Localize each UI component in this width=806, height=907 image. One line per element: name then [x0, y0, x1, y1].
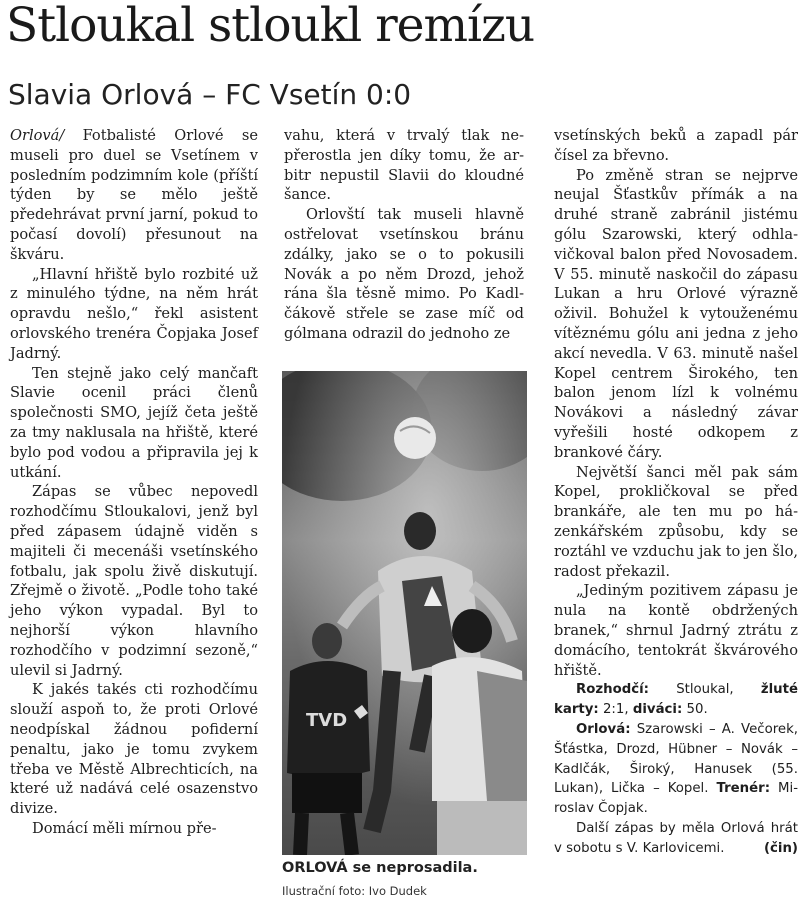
coach-label: Trenér:	[716, 781, 771, 797]
match-photo	[282, 371, 527, 855]
referee-label: Rozhodčí:	[576, 682, 649, 698]
headline: Stloukal stloukl remízu	[6, 0, 535, 53]
paragraph-text: „Jediným pozitivem zápasu je nula na kontě obdržených branek,“ shrnul Jadrný ztrátu z domácího, tentokrát škvárového hřiště.	[554, 582, 798, 679]
article-column-3	[554, 126, 798, 858]
paragraph-text: „Hlavní hřiště bylo rozbité už z minulého týdne, na něm hrát opravdu nešlo,“ řekl asistent orlovského trenéra Čopjaka Josef Jadrný.	[10, 265, 258, 362]
paragraph	[10, 265, 258, 364]
next-match-text: Další zápas by měla Orlová hrát v sobotu s V. Karlovicemi.	[554, 820, 798, 856]
team-label: Orlová:	[576, 721, 631, 737]
paragraph	[554, 126, 798, 166]
lineup	[554, 720, 798, 819]
football	[394, 417, 436, 459]
referee-value: Stloukal,	[676, 682, 734, 698]
match-info	[554, 680, 798, 720]
paragraph	[554, 463, 798, 582]
paragraph-text: Domácí měli mírnou pře-	[32, 819, 217, 837]
paragraph	[10, 680, 258, 819]
spectators-label: diváci:	[632, 702, 683, 718]
author-signature: (čin)	[763, 840, 798, 856]
coach-name: Miroslav Čopjak.	[554, 781, 798, 817]
paragraph-text: Po změně stran se nejprve neujal Šťastkův přímák a na druhé straně zabránil jistému gólu Szarowski, který odhlavičkoval balon před Novosadem. V 55. minutě naskočil do zápasu Lukan a hru Orlové výrazně oživil. Bohužel k vytouženému vítěznému gólu ani jedna z jeho akcí nevedla. V 63. minutě našel Kopel centrem Širokého, ten balon jenom lízl k volnému Novákovi a následný závar vyřešili hosté odkopem z brankové čáry.	[554, 166, 798, 461]
paragraph	[554, 581, 798, 680]
photo-illustration	[282, 371, 527, 855]
paragraph	[10, 126, 258, 265]
paragraph-text: Fotbalisté Orlové se museli pro duel se Vsetínem v posledním podzimním kole (příští týden by se mělo ještě předehrávat první jarní, pokud to počasí dovolí) přesunout na škváru.	[10, 127, 258, 263]
paragraph	[10, 482, 258, 680]
paragraph	[554, 166, 798, 463]
paragraph-text: K jakés takés cti rozhodčímu slouží aspoň to, že proti Orlové neodpískal žádnou pofiderní penaltu, jako je tomu zvykem třeba ve Městě Albrechticích, na které už nadává celé osazenstvo divize.	[10, 681, 258, 818]
photo-caption: ORLOVÁ se neprosadila.	[282, 860, 478, 876]
paragraph-text: Ten stejně jako celý mančaft Slavie ocenil práci členů společnosti SMO, jejíž četa ještě za tmy naklusala na hřiště, které bylo pod vodou a připravila jej k utkání.	[10, 364, 258, 481]
paragraph-text: Orlovští tak museli hlavně ostřelovat vsetínskou bránu zdálky, jako se o to pokusili Novák a po něm Drozd, jehož rána šla těsně mimo. Po Kadlčákově střele se zase míč od gólmana odrazil do jednoho ze	[284, 206, 524, 342]
yellow-cards-value: 2:1,	[602, 702, 629, 718]
paragraph	[10, 364, 258, 483]
team-lineup: Szarowski – A. Večorek, Šťástka, Drozd, Hübner – Novák – Kadlčák, Široký, Hanusek (55. Lukan), Lička – Kopel.	[554, 721, 799, 797]
article-column-1	[10, 126, 258, 839]
paragraph	[284, 126, 524, 205]
spectators-value: 50.	[686, 702, 708, 718]
paragraph-text: Největší šanci měl pak sám Kopel, prokličkoval se před brankáře, ale ten mu po házenkářském způsobu, kdy se roztáhl ve vzduchu jak to jen šlo, radost překazil.	[554, 463, 798, 580]
jersey-text: TVD	[306, 710, 348, 731]
next-match	[554, 819, 798, 859]
yellow-cards-label: žluté karty:	[554, 682, 798, 718]
subheadline: Slavia Orlová – FC Vsetín 0:0	[8, 78, 412, 111]
paragraph-text: vahu, která v trvalý tlak nepřerostla jen díky tomu, že arbitr nepustil Slavii do kloudné šance.	[284, 127, 524, 204]
paragraph-text: vsetínských beků a zapadl pár čísel za břevno.	[554, 127, 798, 164]
paragraph	[10, 819, 258, 839]
paragraph	[284, 205, 524, 344]
photo-credit: Ilustrační foto: Ivo Dudek	[282, 884, 427, 898]
dateline: Orlová/	[10, 127, 65, 144]
paragraph-text: Zápas se vůbec nepovedl rozhodčímu Stloukalovi, jenž byl před zápasem údajně viděn s majiteli či mecenáši vsetínského fotbalu, jak spolu živě diskutují. Zřejmě o životě. „Podle toho také jeho výkon vypadal. Byl to nejhorší výkon hlavního rozhodčího v podzimní sezoně,“ ulevil si Jadrný.	[10, 483, 258, 679]
article-column-2	[284, 126, 524, 344]
